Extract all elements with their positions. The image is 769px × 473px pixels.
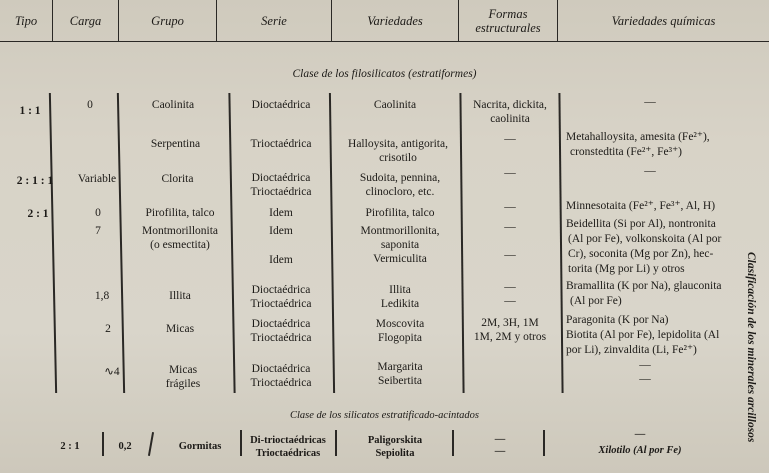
row9-tipo: 2 : 1 xyxy=(60,441,80,452)
row8-variedades-line1: Margarita xyxy=(377,361,423,373)
row6-carga: 1,8 xyxy=(94,290,110,302)
section-title-filosilicatos: Clase de los filosilicatos (estratiformes) xyxy=(292,68,477,80)
header-formas-line1: Formas xyxy=(488,6,528,21)
row2-quimicas-line1: Metahalloysita, amesita (Fe²⁺), xyxy=(566,131,710,143)
header-serie: Serie xyxy=(261,13,287,28)
column-rule xyxy=(329,93,335,393)
row9-quimicas-line1: — xyxy=(634,429,646,440)
column-rule xyxy=(459,93,464,393)
row4-formas: — xyxy=(504,201,516,213)
row1-serie: Dioctaédrica xyxy=(251,99,311,111)
row5-grupo-line2: (o esmectita) xyxy=(150,239,210,251)
row3-grupo: Clorita xyxy=(161,173,194,185)
row4-tipo: 2 : 1 xyxy=(27,208,49,220)
row6-serie-line2: Trioctaédrica xyxy=(250,298,312,310)
row1-tipo: 1 : 1 xyxy=(19,105,41,117)
row5-quimicas-line1: Beidellita (Si por Al), nontronita xyxy=(566,218,716,230)
row7-variedades-line2: Flogopita xyxy=(377,332,423,344)
column-rule xyxy=(558,93,563,393)
row2-quimicas-line2: cronstedtita (Fe²⁺, Fe³⁺) xyxy=(570,146,682,158)
row3-quimicas: — xyxy=(644,165,656,177)
row6-formas-line2: — xyxy=(504,295,516,307)
row2-serie: Trioctaédrica xyxy=(250,138,312,150)
header-variedades: Variedades xyxy=(367,13,423,28)
row1-formas-line2: caolinita xyxy=(490,113,530,125)
row7-quimicas-line2: Biotita (Al por Fe), lepidolita (Al xyxy=(566,329,720,341)
row8-grupo-line1: Micas xyxy=(168,364,198,376)
row4-serie: Idem xyxy=(269,207,293,219)
column-rule xyxy=(102,432,104,456)
row9-quimicas-line2: Xilotilo (Al por Fe) xyxy=(598,445,682,456)
row1-carga: 0 xyxy=(87,99,93,111)
row7-serie-line2: Trioctaédrica xyxy=(250,332,312,344)
row4-quimicas: Minnesotaita (Fe²⁺, Fe³⁺, Al, H) xyxy=(566,200,716,212)
side-caption: Clasificación de los minerales arcillosos xyxy=(745,252,757,443)
row6-variedades-line1: Illita xyxy=(389,284,411,296)
row9-formas-line2: — xyxy=(494,446,506,457)
row7-variedades-line1: Moscovita xyxy=(375,318,425,330)
row3-serie-line2: Trioctaédrica xyxy=(250,186,312,198)
row9-carga: 0,2 xyxy=(118,441,132,452)
row7-quimicas-line3: por Li), zinvaldita (Li, Fe²⁺) xyxy=(566,344,697,356)
row6-formas-line1: — xyxy=(504,281,516,293)
row6-variedades-line2: Ledikita xyxy=(380,298,420,310)
header-tipo: Tipo xyxy=(14,13,38,28)
column-rule xyxy=(543,430,545,456)
row1-grupo: Caolinita xyxy=(151,99,195,111)
row5-serie-line1: Idem xyxy=(269,225,293,237)
header-quimicas: Variedades químicas xyxy=(611,13,716,28)
row5-formas-line1: — xyxy=(504,221,516,233)
header-formas-line2: estructurales xyxy=(475,20,541,35)
row3-carga: Variable xyxy=(77,173,117,185)
row5-quimicas-line3: Cr), soconita (Mg por Zn), hec- xyxy=(568,248,714,260)
row6-grupo: Illita xyxy=(169,290,191,302)
row9-serie-line2: Trioctaédricas xyxy=(255,448,321,459)
row1-variedades: Caolinita xyxy=(373,99,417,111)
row9-formas-line1: — xyxy=(494,434,506,445)
row9-variedades-line1: Paligorskita xyxy=(367,435,423,446)
row8-serie-line2: Trioctaédrica xyxy=(250,377,312,389)
row5-formas-line2: — xyxy=(504,249,516,261)
row2-grupo: Serpentina xyxy=(150,138,201,150)
header-formas xyxy=(459,0,557,41)
row8-variedades-line2: Seibertita xyxy=(377,375,423,387)
column-rule xyxy=(452,430,454,456)
row5-quimicas-line4: torita (Mg por Li) y otros xyxy=(568,263,685,275)
row8-grupo-line2: frágiles xyxy=(165,378,201,390)
row9-serie-line1: Di-trioctaédricas xyxy=(250,435,326,446)
column-rule xyxy=(117,93,125,393)
row7-grupo: Micas xyxy=(165,323,195,335)
row5-variedades-line3: Vermiculita xyxy=(373,253,427,265)
row5-variedades-line2: saponita xyxy=(380,239,420,251)
row5-quimicas-line2: (Al por Fe), volkonskoita (Al por xyxy=(568,233,722,245)
row1-quimicas: — xyxy=(644,96,656,108)
row6-quimicas-line2: (Al por Fe) xyxy=(570,295,622,307)
row2-variedades-line1: Halloysita, antigorita, xyxy=(348,138,448,150)
section-title-acintados: Clase de los silicatos estratificado-acintados xyxy=(290,410,479,421)
row8-quimicas-line1: — xyxy=(639,359,651,371)
row8-quimicas-line2: — xyxy=(639,373,651,385)
row2-formas: — xyxy=(504,133,516,145)
table-header xyxy=(0,0,769,42)
row4-grupo: Pirofilita, talco xyxy=(145,207,215,219)
row7-formas-line1: 2M, 3H, 1M xyxy=(481,317,539,329)
column-rule xyxy=(49,93,57,393)
row3-serie-line1: Dioctaédrica xyxy=(251,172,311,184)
row5-grupo-line1: Montmorillonita xyxy=(141,225,219,237)
row1-formas-line1: Nacrita, dickita, xyxy=(473,99,547,111)
row9-variedades-line2: Sepiolita xyxy=(375,448,415,459)
row7-carga: 2 xyxy=(105,323,111,335)
row3-tipo: 2 : 1 : 1 xyxy=(16,175,54,187)
row7-formas-line2: 1M, 2M y otros xyxy=(473,331,547,343)
row3-variedades-line2: clinocloro, etc. xyxy=(365,186,435,198)
row5-variedades-line1: Montmorillonita, xyxy=(360,225,440,237)
row5-carga: 7 xyxy=(95,225,101,237)
row8-serie-line1: Dioctaédrica xyxy=(251,363,311,375)
row6-serie-line1: Dioctaédrica xyxy=(251,284,311,296)
row7-serie-line1: Dioctaédrica xyxy=(251,318,311,330)
row2-variedades-line2: crisotilo xyxy=(379,152,417,164)
row4-variedades: Pirofilita, talco xyxy=(365,207,435,219)
row9-grupo: Gormitas xyxy=(178,441,222,452)
row8-carga: ∿4 xyxy=(104,366,120,378)
column-rule xyxy=(148,432,154,456)
row3-formas: — xyxy=(504,167,516,179)
row5-serie-line2: Idem xyxy=(269,254,293,266)
header-carga: Carga xyxy=(69,13,102,28)
row3-variedades-line1: Sudoita, pennina, xyxy=(359,172,441,184)
header-grupo: Grupo xyxy=(151,13,184,28)
row6-quimicas-line1: Bramallita (K por Na), glauconita xyxy=(566,280,722,292)
row4-carga: 0 xyxy=(95,207,101,219)
row7-quimicas-line1: Paragonita (K por Na) xyxy=(566,314,669,326)
